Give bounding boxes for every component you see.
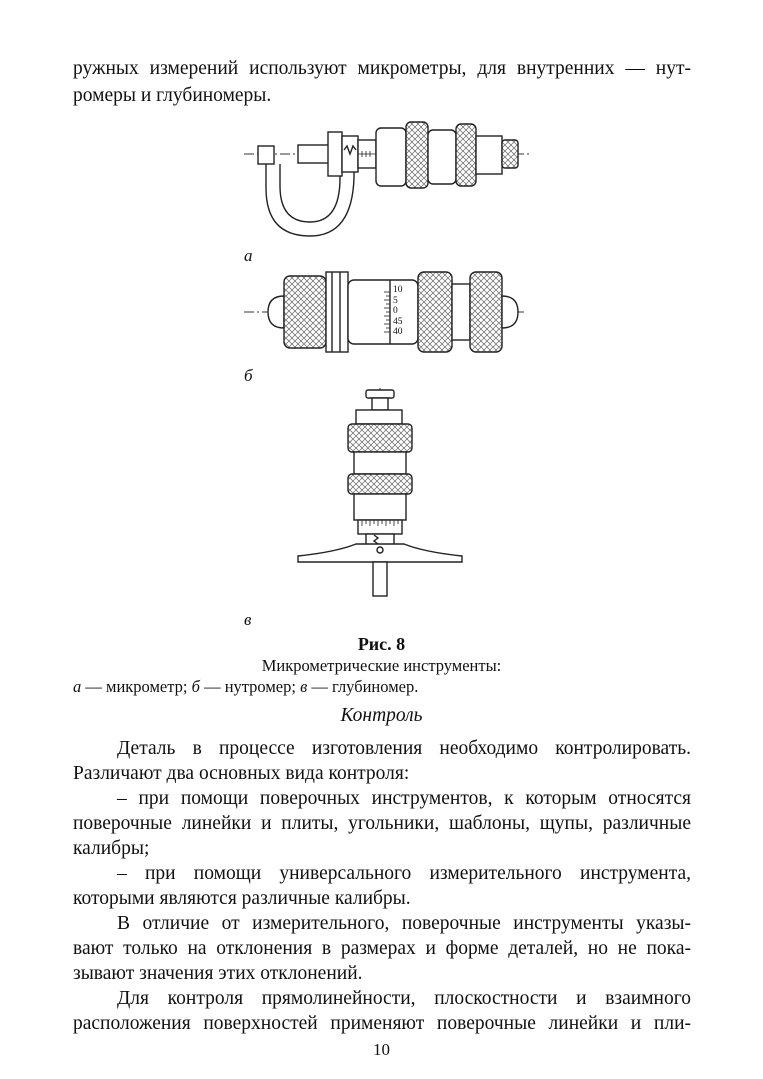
figure-caption-title: Рис. 8 [357,634,406,654]
scale-mark: 10 [393,285,403,295]
scale-mark: 45 [393,316,403,327]
list-item-line: – при помощи универсального измерительного инструмента, [117,863,691,884]
text-line: В отличие от измерительного, поверочные инструменты указы- [117,913,691,934]
figure-label-a: а [244,246,253,265]
scale-mark: 40 [393,327,403,337]
list-item-line: поверочные линейки и плиты, угольники, шаблоны, щупы, различные [73,813,691,834]
text-line: Деталь в процессе изготовления необходимо контролировать. [117,738,691,759]
legend-letter: б [191,677,200,696]
legend-letter: в [300,677,308,696]
text-line: Различают два основных вида контроля: [73,763,410,784]
scale-marks [393,285,403,338]
figure-label-v: в [244,610,252,629]
micrometer-drawing [244,118,544,238]
legend-letter: а [73,677,82,696]
text-line: ромеры и глубиномеры. [73,85,272,106]
figure-label-b: б [244,366,253,385]
legend-text: — нутромер; [199,677,301,696]
depth-gauge-drawing [296,388,466,600]
inside-micrometer-drawing [244,266,534,366]
figure-caption-text: Микрометрические инструменты: [261,656,502,675]
list-item-line: – при помощи поверочных инструментов, к которым относятся [117,788,691,809]
section-heading: Контроль [340,705,423,726]
list-item-line: калибры; [73,838,150,859]
text-line: ружных измерений используют микрометры, для внутренних — нут- [73,58,691,79]
scale-mark: 0 [393,306,398,316]
page-number: 10 [373,1040,390,1059]
text-line: зывают значения этих отклонений. [73,963,363,984]
figure-legend [73,677,418,697]
list-item-line: которыми являются различные калибры. [73,888,411,909]
text-line: вают только на отклонения в размерах и форме деталей, но не пока- [73,938,691,959]
scale-mark: 5 [393,295,398,306]
text-line: Для контроля прямолинейности, плоскостности и взаимного [117,988,691,1009]
legend-text: — микрометр; [81,677,192,696]
text-line: расположения поверхностей применяют поверочные линейки и пли- [73,1013,691,1034]
legend-text: — глубиномер. [307,677,419,696]
